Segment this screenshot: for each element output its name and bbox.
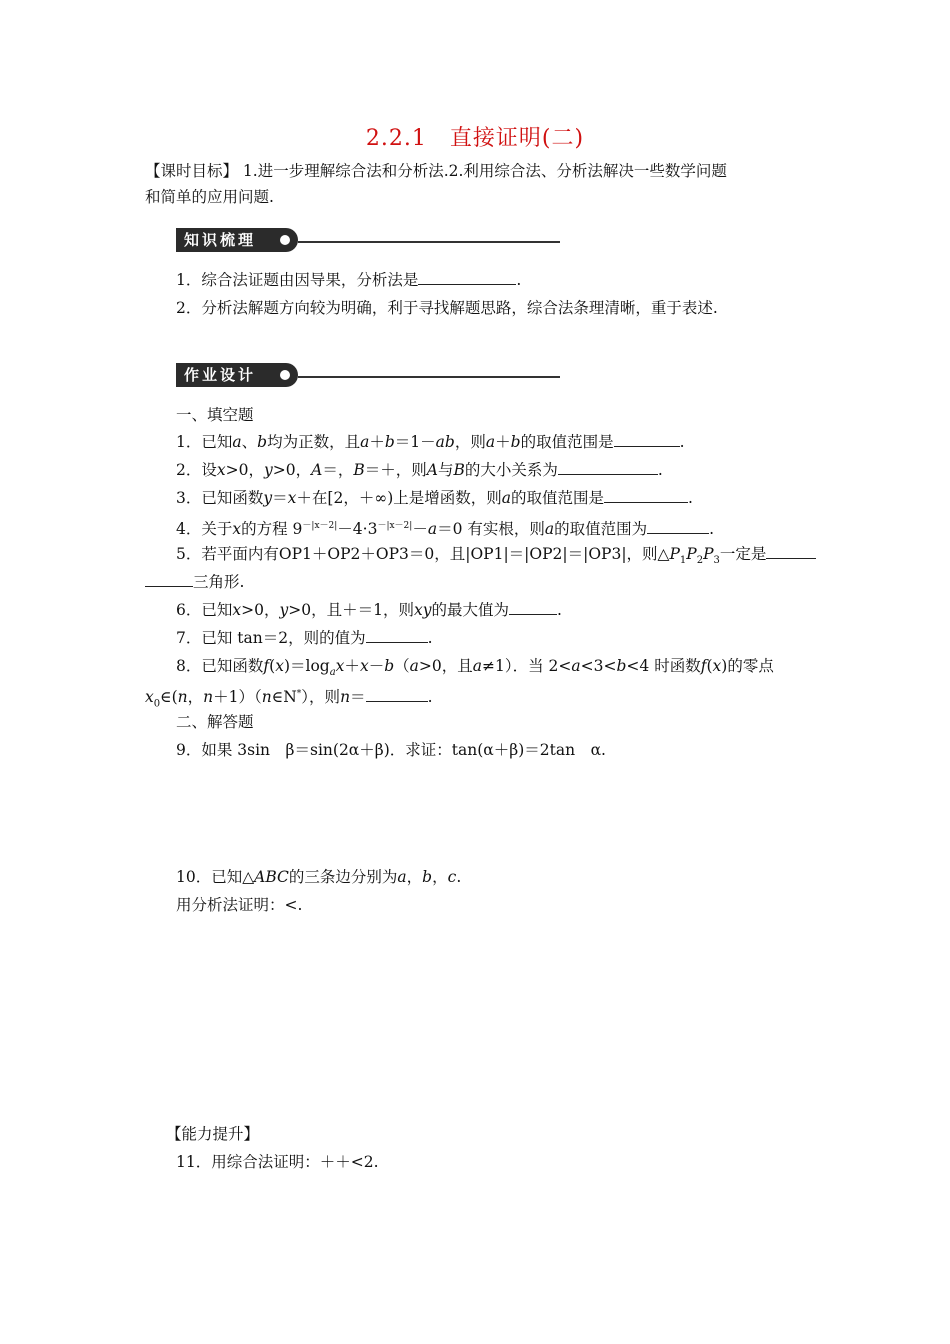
section-header-homework [176, 363, 560, 387]
question-4: 4．关于x的方程 $9^{-|x-2|}-4\cdot 3^{-|x-2|}-a=0$ 有实根，则a的取值范围为 . [176, 520, 715, 539]
answer-blank [614, 432, 680, 447]
bullet-dot-icon [280, 235, 290, 245]
answer-blank [145, 572, 193, 587]
question-10: 10．已知△ABC的三条边分别为a，b，c. [176, 868, 462, 886]
question-6: 6．已知x>0，y>0，且＋＝1，则xy的最大值为 . [176, 601, 562, 619]
bullet-dot-icon [280, 370, 290, 380]
objective-line-1: 【课时目标】 1.进一步理解综合法和分析法.2.利用综合法、分析法解决一些数学问题 [145, 162, 727, 180]
knowledge-item-2: 2．分析法解题方向较为明确，利于寻找解题思路，综合法条理清晰，重于表述. [176, 299, 718, 317]
question-8: 8．已知函数$f(x)=\log_ax+x-b(a>0$，且a≠1）．当 2<a<3<b<4 时函数f(x)的零点 [176, 657, 774, 679]
answer-blank [366, 628, 428, 643]
question-2: 2．设x>0，y>0，A＝，B＝＋，则A与B的大小关系为 . [176, 461, 663, 479]
part-fill-in: 一、填空题 [176, 406, 254, 424]
answer-blank [766, 544, 816, 559]
answer-blank [418, 270, 516, 285]
question-5-cont: 三角形. [145, 571, 244, 593]
answer-blank [604, 488, 688, 503]
question-5: 5．若平面内有OP1＋OP2＋OP3＝0，且|OP1|＝|OP2|＝|OP3|，则$\triangle P_1P_2P_3$一定是 [176, 543, 816, 572]
page-title: 2.2.1 直接证明(二) [365, 126, 585, 151]
section-label: 作业设计 [176, 363, 298, 387]
question-1: 1．已知a、b均为正数，且a＋b＝1－ab，则a＋b的取值范围是 . [176, 433, 685, 451]
section-rule [298, 241, 560, 243]
knowledge-item-1-text: 1．综合法证题由因导果，分析法是 [176, 271, 419, 289]
question-7: 7．已知 tan＝2，则的值为 . [176, 629, 433, 647]
ability-heading: 【能力提升】 [166, 1125, 260, 1143]
section-header-knowledge [176, 228, 560, 252]
knowledge-item-1 [176, 269, 521, 291]
question-3: 3．已知函数y＝x＋在[2，＋∞)上是增函数，则a的取值范围是 . [176, 489, 693, 507]
question-9: 9．如果 3sin β＝sin(2α＋β)．求证：tan(α＋β)＝2tan α. [176, 741, 606, 759]
answer-blank [647, 519, 709, 534]
answer-blank [558, 460, 658, 475]
section-label: 知识梳理 [176, 228, 298, 252]
objective-line-2: 和简单的应用问题. [145, 188, 274, 206]
answer-blank [509, 600, 557, 615]
question-11: 11．用综合法证明：＋＋<2. [176, 1153, 379, 1171]
part-answer: 二、解答题 [176, 713, 254, 731]
question-10-cont: 用分析法证明：<. [176, 896, 303, 914]
period: . [516, 271, 522, 289]
question-8-cont: $x_0\in(n$，n＋1）（n∈N*），则n＝ . [145, 688, 433, 710]
section-rule [298, 376, 560, 378]
answer-blank [366, 687, 428, 702]
